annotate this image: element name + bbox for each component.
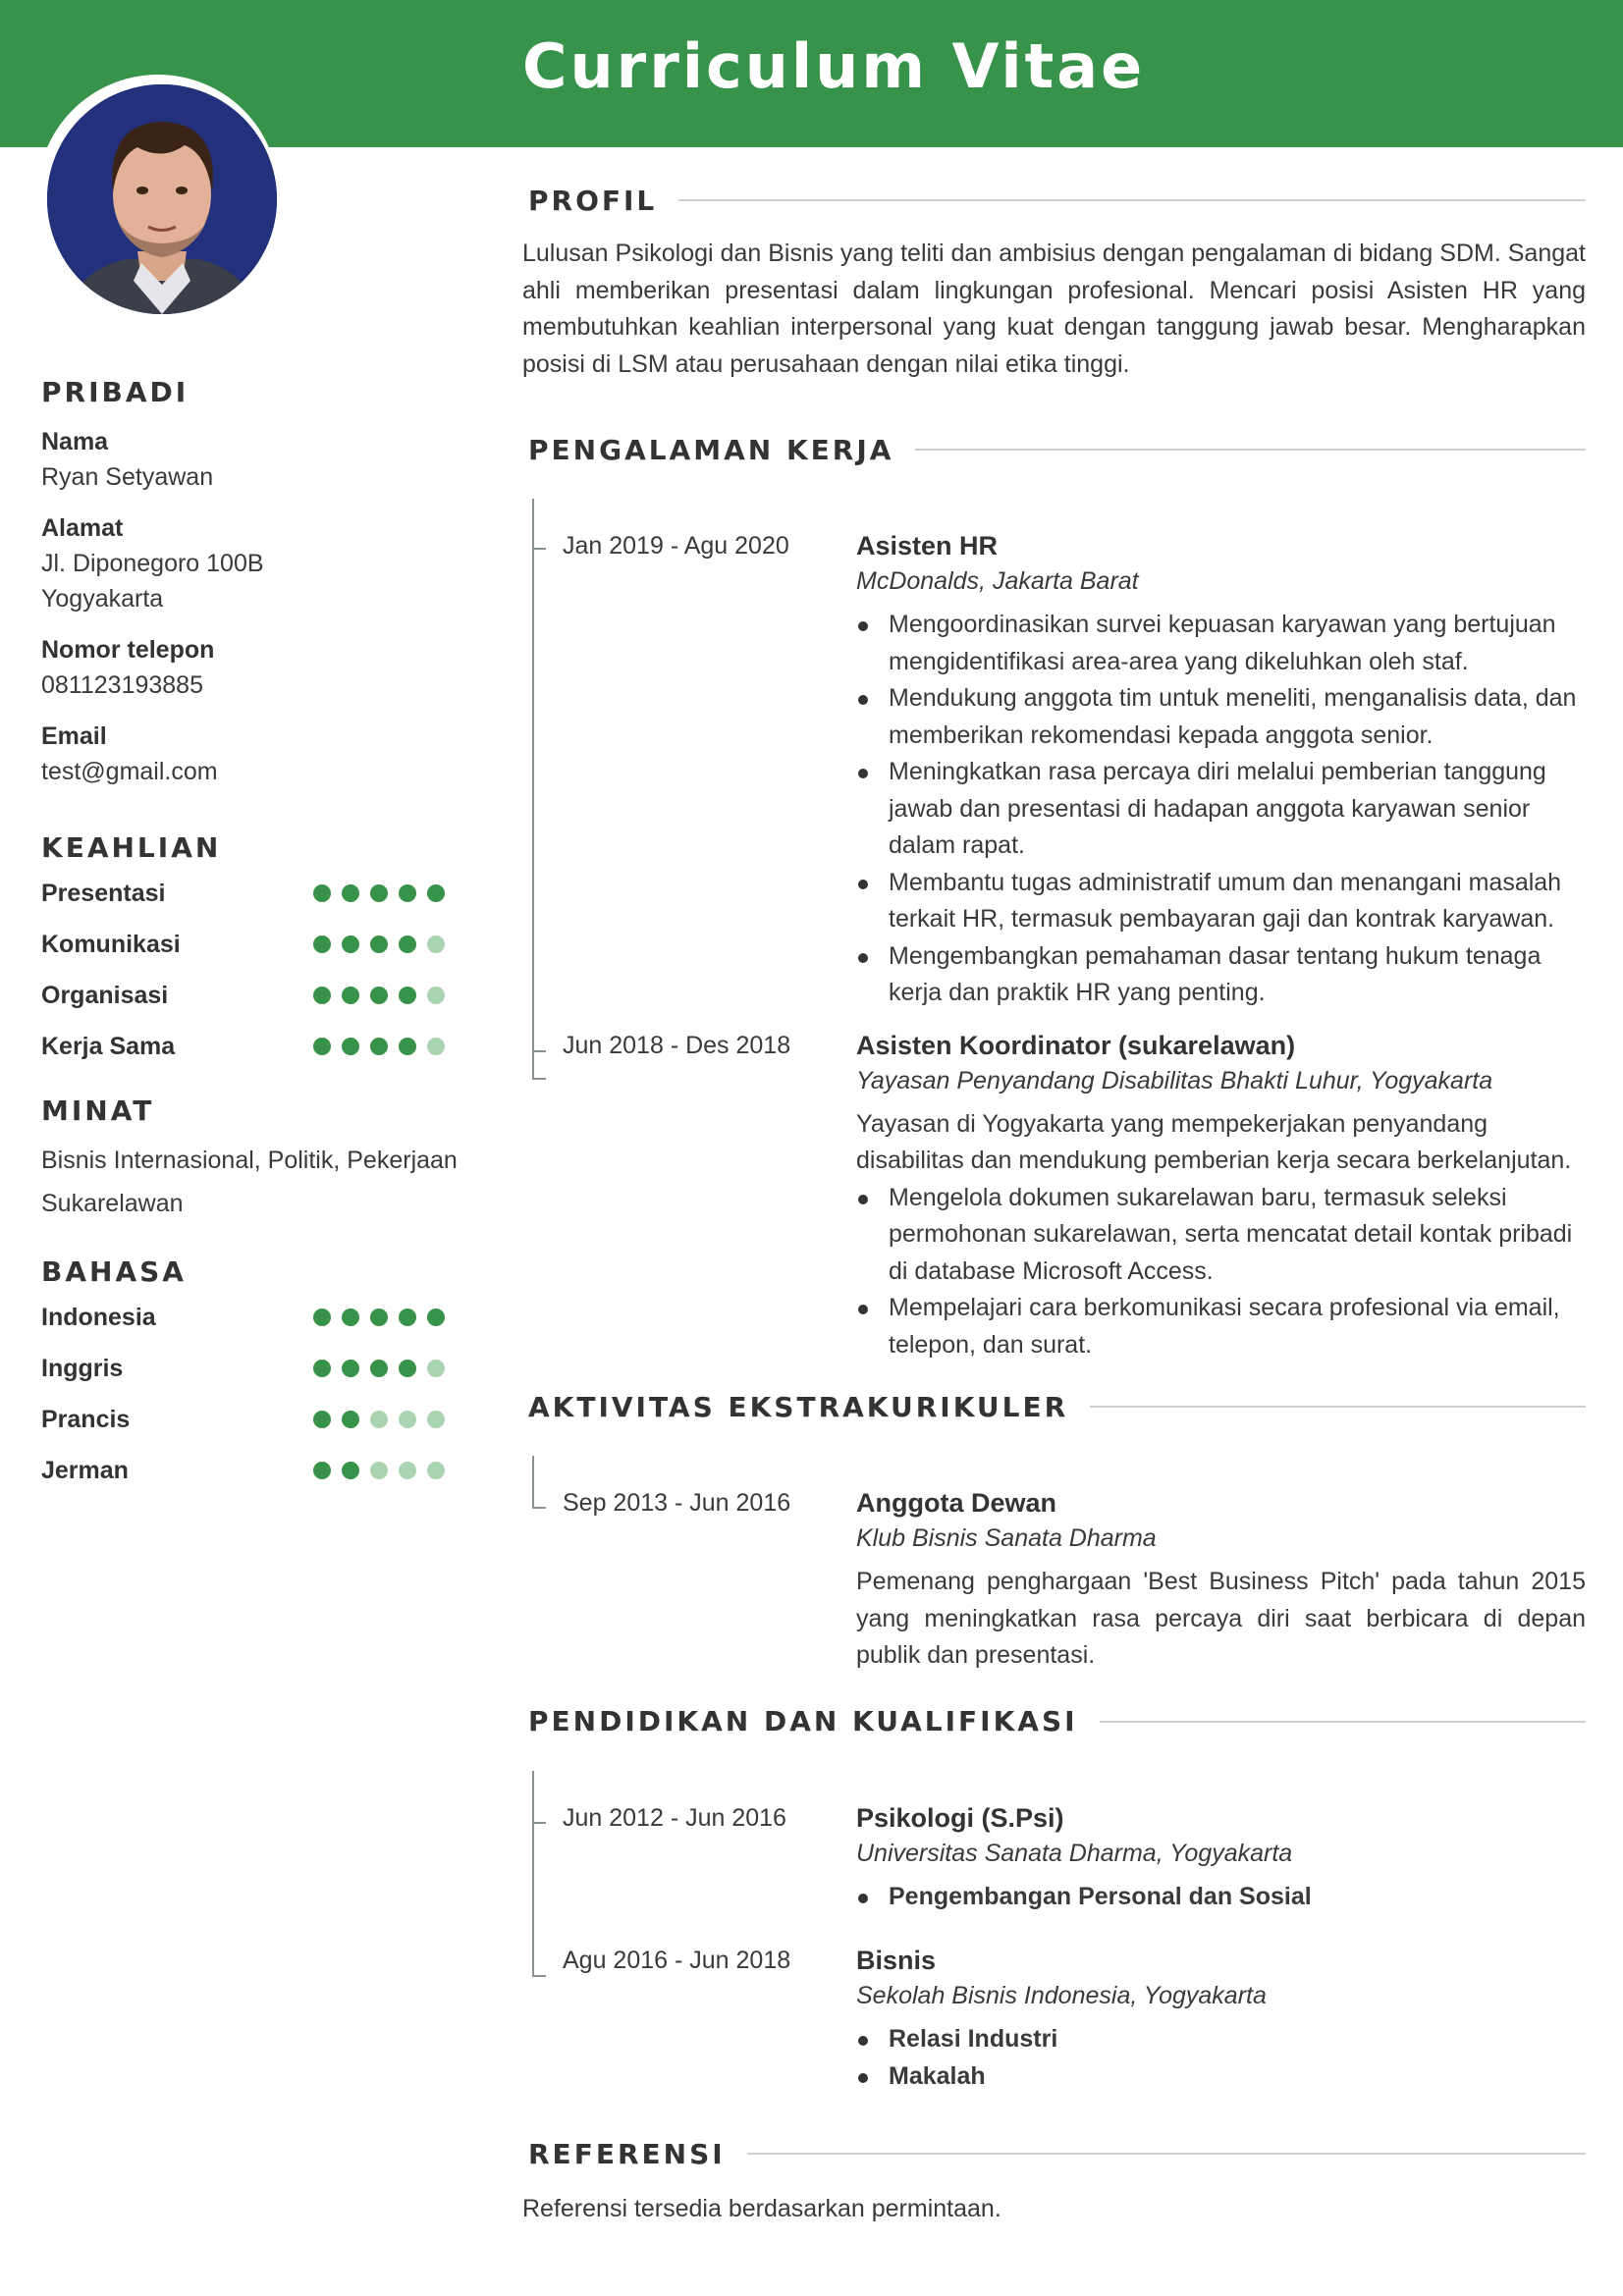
skill-item (41, 919, 444, 970)
skill-name: Organisasi (41, 981, 169, 1009)
list-item: Membantu tugas administratif umum dan menangani masalah terkait HR, termasuk pembayaran gaji dan kontrak karyawan. (856, 865, 1586, 938)
rating-dot-filled (342, 884, 359, 902)
page-title: Curriculum Vitae (522, 30, 1146, 102)
rating-dot-filled (370, 1038, 388, 1055)
rating-dot-empty (427, 935, 445, 953)
list-item: Pengembangan Personal dan Sosial (856, 1879, 1586, 1916)
experience-section-header (522, 426, 1586, 473)
rating-dot-filled (399, 884, 416, 902)
list-item: Meningkatkan rasa percaya diri melalui pemberian tanggung jawab dan presentasi di hadapan anggota karyawan senior dalam rapat. (856, 754, 1586, 865)
rating-dot-empty (427, 1411, 445, 1428)
address-line-2: Yogyakarta (41, 585, 164, 613)
rating-dot-filled (342, 1462, 359, 1479)
skill-item (41, 868, 444, 919)
personal-heading: PRIBADI (41, 376, 189, 408)
sidebar (41, 373, 473, 1496)
education-section-header (522, 1698, 1586, 1745)
rating-dot-filled (342, 1038, 359, 1055)
rating-dot-filled (313, 1360, 331, 1377)
entry-bullets (856, 1180, 1586, 1364)
rating-dot-filled (313, 884, 331, 902)
rating-dot-filled (313, 987, 331, 1004)
interests-heading: MINAT (41, 1095, 155, 1127)
activity-entry (522, 1456, 1586, 1675)
email-label: Email (41, 722, 107, 750)
address-label: Alamat (41, 514, 124, 542)
language-item (41, 1394, 444, 1445)
skill-rating (313, 884, 445, 902)
entry-org: McDonalds, Jakarta Barat (856, 567, 1139, 595)
phone-label: Nomor telepon (41, 636, 215, 664)
skill-item (41, 1021, 444, 1072)
references-text: Referensi tersedia berdasarkan permintaan. (522, 2195, 1001, 2222)
skill-rating (313, 987, 445, 1004)
entry-org: Yayasan Penyandang Disabilitas Bhakti Luhur, Yogyakarta (856, 1066, 1493, 1095)
rating-dot-empty (399, 1462, 416, 1479)
entry-date: Sep 2013 - Jun 2016 (563, 1489, 791, 1517)
rating-dot-filled (313, 1038, 331, 1055)
entry-date: Jun 2012 - Jun 2016 (563, 1803, 786, 1832)
list-item: Mempelajari cara berkomunikasi secara profesional via email, telepon, dan surat. (856, 1290, 1586, 1363)
education-timeline (522, 1771, 1586, 2096)
experience-heading: PENGALAMAN KERJA (528, 433, 894, 466)
rating-dot-empty (427, 1038, 445, 1055)
list-item: Mengoordinasikan survei kepuasan karyawan yang bertujuan mengidentifikasi area-area yang dikeluhkan oleh staf. (856, 607, 1586, 680)
activities-heading: AKTIVITAS EKSTRAKURIKULER (528, 1390, 1069, 1423)
rating-dot-empty (427, 987, 445, 1004)
rating-dot-filled (370, 935, 388, 953)
list-item: Mengelola dokumen sukarelawan baru, termasuk seleksi permohonan sukarelawan, serta mencatat detail kontak pribadi di database Microsoft Access. (856, 1180, 1586, 1291)
list-item: Makalah (856, 2058, 1586, 2096)
references-section-header (522, 2130, 1586, 2177)
profile-section-header (522, 177, 1586, 224)
rating-dot-filled (313, 1411, 331, 1428)
skill-name: Kerja Sama (41, 1032, 176, 1060)
language-name: Indonesia (41, 1303, 156, 1331)
rating-dot-filled (427, 884, 445, 902)
education-entry (522, 1915, 1586, 2095)
rating-dot-filled (370, 1308, 388, 1326)
rating-dot-filled (370, 884, 388, 902)
activities-timeline (522, 1456, 1586, 1675)
entry-date: Agu 2016 - Jun 2018 (563, 1947, 791, 1974)
entry-org: Universitas Sanata Dharma, Yogyakarta (856, 1839, 1293, 1867)
skills-list (41, 868, 473, 1072)
skill-name: Komunikasi (41, 930, 181, 958)
section-divider (678, 199, 1586, 201)
entry-role: Anggota Dewan (856, 1488, 1057, 1518)
rating-dot-filled (342, 1360, 359, 1377)
entry-description: Yayasan di Yogyakarta yang mempekerjakan penyandang disabilitas dan mendukung pemberian kerja secara berkelanjutan. (856, 1109, 1572, 1174)
skill-rating (313, 1038, 445, 1055)
rating-dot-filled (313, 935, 331, 953)
rating-dot-filled (342, 935, 359, 953)
list-item: Relasi Industri (856, 2021, 1586, 2058)
language-rating (313, 1360, 445, 1377)
rating-dot-filled (342, 1411, 359, 1428)
language-item (41, 1292, 444, 1343)
skill-item (41, 970, 444, 1021)
languages-list (41, 1292, 473, 1496)
experience-timeline (522, 499, 1586, 1363)
language-name: Inggris (41, 1354, 124, 1382)
interests-text: Bisnis Internasional, Politik, Pekerjaan Sukarelawan (41, 1147, 458, 1217)
profile-photo (47, 84, 277, 314)
language-rating (313, 1411, 445, 1428)
list-item: Mendukung anggota tim untuk meneliti, menganalisis data, dan memberikan rekomendasi kepada anggota senior. (856, 680, 1586, 754)
entry-date: Jun 2018 - Des 2018 (563, 1031, 791, 1059)
rating-dot-filled (370, 1360, 388, 1377)
rating-dot-filled (313, 1462, 331, 1479)
experience-entry (522, 499, 1586, 1012)
activities-section-header (522, 1383, 1586, 1430)
language-rating (313, 1462, 445, 1479)
phone-value: 081123193885 (41, 671, 203, 699)
rating-dot-empty (399, 1411, 416, 1428)
language-name: Jerman (41, 1456, 129, 1484)
rating-dot-filled (399, 935, 416, 953)
section-divider (1100, 1721, 1586, 1723)
rating-dot-empty (427, 1462, 445, 1479)
entry-role: Asisten HR (856, 531, 999, 561)
name-label: Nama (41, 428, 109, 455)
rating-dot-filled (370, 987, 388, 1004)
entry-bullets (856, 2021, 1586, 2095)
entry-date: Jan 2019 - Agu 2020 (563, 532, 789, 560)
language-name: Prancis (41, 1405, 131, 1433)
profile-text: Lulusan Psikologi dan Bisnis yang teliti dan ambisius dengan pengalaman di bidang SDM. Sangat ahli memberikan presentasi dalam lingkungan profesional. Mencari posisi Asisten HR yang membutuhkan keahlian interpersonal yang kuat dengan tanggung jawab besar. Mengharapkan posisi di LSM atau perusahaan dengan nilai etika tinggi. (522, 240, 1586, 378)
skills-heading: KEAHLIAN (41, 831, 222, 864)
section-divider (915, 449, 1586, 451)
rating-dot-filled (313, 1308, 331, 1326)
education-entry (522, 1771, 1586, 1916)
references-heading: REFERENSI (528, 2137, 726, 2170)
languages-heading: BAHASA (41, 1255, 187, 1288)
skill-name: Presentasi (41, 879, 166, 907)
entry-bullets (856, 607, 1586, 1012)
rating-dot-filled (399, 1360, 416, 1377)
main-column (522, 177, 1586, 2228)
entry-org: Klub Bisnis Sanata Dharma (856, 1524, 1157, 1552)
language-item (41, 1343, 444, 1394)
entry-role: Psikologi (S.Psi) (856, 1802, 1064, 1833)
education-heading: PENDIDIKAN DAN KUALIFIKASI (528, 1705, 1078, 1737)
rating-dot-empty (370, 1411, 388, 1428)
entry-role: Bisnis (856, 1946, 937, 1975)
language-rating (313, 1308, 445, 1326)
rating-dot-filled (427, 1308, 445, 1326)
address-line-1: Jl. Diponegoro 100B (41, 550, 264, 577)
rating-dot-filled (399, 1308, 416, 1326)
rating-dot-filled (342, 1308, 359, 1326)
personal-fields (41, 424, 473, 789)
entry-org: Sekolah Bisnis Indonesia, Yogyakarta (856, 1982, 1267, 2009)
entry-role: Asisten Koordinator (sukarelawan) (856, 1030, 1296, 1060)
entry-bullets (856, 1879, 1586, 1916)
experience-entry (522, 1012, 1586, 1364)
list-item: Mengembangkan pemahaman dasar tentang hukum tenaga kerja dan praktik HR yang penting. (856, 938, 1586, 1012)
language-item (41, 1445, 444, 1496)
entry-description: Pemenang penghargaan 'Best Business Pitch' pada tahun 2015 yang meningkatkan rasa percaya diri saat berbicara di depan publik dan presentasi. (856, 1568, 1586, 1669)
section-divider (747, 2153, 1586, 2155)
rating-dot-filled (399, 1038, 416, 1055)
rating-dot-filled (342, 987, 359, 1004)
rating-dot-empty (427, 1360, 445, 1377)
rating-dot-empty (370, 1462, 388, 1479)
email-value: test@gmail.com (41, 758, 218, 785)
profile-heading: PROFIL (528, 184, 658, 217)
name-value: Ryan Setyawan (41, 463, 214, 491)
section-divider (1090, 1406, 1586, 1408)
skill-rating (313, 935, 445, 953)
rating-dot-filled (399, 987, 416, 1004)
